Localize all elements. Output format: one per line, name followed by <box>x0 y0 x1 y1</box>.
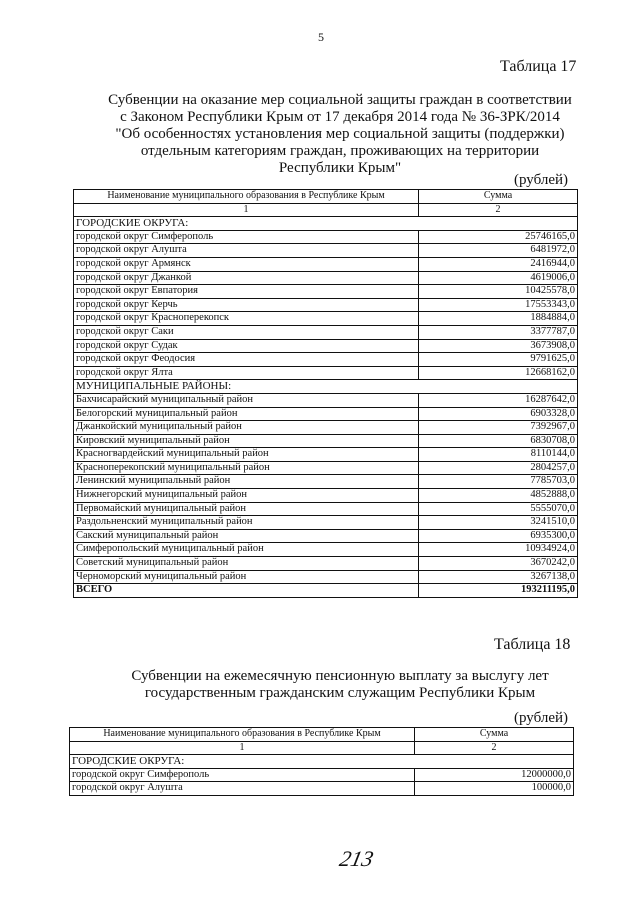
table-row <box>74 325 578 339</box>
amount: 17553343,0 <box>419 298 578 312</box>
section-row <box>74 217 578 231</box>
municipality-name: Симферопольский муниципальный район <box>74 543 419 557</box>
table-row <box>74 529 578 543</box>
table-row <box>74 434 578 448</box>
municipality-name: городской округ Феодосия <box>74 353 419 367</box>
municipality-name: городской округ Симферополь <box>74 230 419 244</box>
table-row <box>74 543 578 557</box>
municipality-name: городской округ Ялта <box>74 366 419 380</box>
amount: 8110144,0 <box>419 448 578 462</box>
table-row <box>74 516 578 530</box>
column-number-row <box>74 203 578 217</box>
title-line: с Законом Республики Крым от 17 декабря 2014 года № 36-ЗРК/2014 <box>120 109 560 125</box>
table-row <box>74 257 578 271</box>
table-17 <box>73 189 578 598</box>
table-row <box>74 298 578 312</box>
municipality-name: городской округ Судак <box>74 339 419 353</box>
amount: 25746165,0 <box>419 230 578 244</box>
total-row <box>74 584 578 598</box>
amount: 6481972,0 <box>419 244 578 258</box>
section-row <box>70 755 574 769</box>
municipality-name: Кировский муниципальный район <box>74 434 419 448</box>
amount: 100000,0 <box>415 782 574 796</box>
amount: 7785703,0 <box>419 475 578 489</box>
column-number-row <box>70 741 574 755</box>
amount: 12000000,0 <box>415 768 574 782</box>
table-row <box>74 570 578 584</box>
municipality-name: Бахчисарайский муниципальный район <box>74 393 419 407</box>
table-18-label: Таблица 18 <box>494 636 571 653</box>
title-line: Республики Крым" <box>278 160 402 176</box>
amount: 9791625,0 <box>419 353 578 367</box>
column-number: 2 <box>419 203 578 217</box>
amount: 4852888,0 <box>419 489 578 503</box>
amount: 5555070,0 <box>419 502 578 516</box>
amount: 4619006,0 <box>419 271 578 285</box>
municipality-name: городской округ Красноперекопск <box>74 312 419 326</box>
section-title: МУНИЦИПАЛЬНЫЕ РАЙОНЫ: <box>74 380 578 394</box>
amount: 16287642,0 <box>419 393 578 407</box>
amount: 10425578,0 <box>419 285 578 299</box>
table-row <box>74 393 578 407</box>
column-header-sum: Сумма <box>415 728 574 742</box>
table-row <box>74 475 578 489</box>
table-row <box>74 366 578 380</box>
municipality-name: Раздольненский муниципальный район <box>74 516 419 530</box>
table-row <box>74 489 578 503</box>
title-line: Субвенции на оказание мер социальной защиты граждан в соответствии <box>108 92 572 108</box>
amount: 12668162,0 <box>419 366 578 380</box>
table-row <box>74 407 578 421</box>
municipality-name: Джанкойский муниципальный район <box>74 421 419 435</box>
amount: 3377787,0 <box>419 325 578 339</box>
title-line: государственным гражданским служащим Республики Крым <box>144 685 536 701</box>
municipality-name: городской округ Алушта <box>70 782 415 796</box>
header-row <box>74 190 578 204</box>
table-row <box>74 557 578 571</box>
municipality-name: городской округ Армянск <box>74 257 419 271</box>
municipality-name: Белогорский муниципальный район <box>74 407 419 421</box>
amount: 3241510,0 <box>419 516 578 530</box>
column-header-sum: Сумма <box>419 190 578 204</box>
amount: 7392967,0 <box>419 421 578 435</box>
title-line: отдельным категориям граждан, проживающих на территории <box>140 143 540 159</box>
column-number: 2 <box>415 741 574 755</box>
municipality-name: городской округ Керчь <box>74 298 419 312</box>
table-17-title <box>60 92 620 177</box>
municipality-name: Советский муниципальный район <box>74 557 419 571</box>
header-row <box>70 728 574 742</box>
municipality-name: городской округ Евпатория <box>74 285 419 299</box>
municipality-name: городской округ Симферополь <box>70 768 415 782</box>
table-17-label: Таблица 17 <box>500 58 577 75</box>
table-17-unit: (рублей) <box>514 172 569 188</box>
table-row <box>74 339 578 353</box>
title-line: "Об особенностях установления мер социальной защиты (поддержки) <box>115 126 565 142</box>
amount: 3267138,0 <box>419 570 578 584</box>
amount: 2804257,0 <box>419 461 578 475</box>
column-header-name: Наименование муниципального образования в Республике Крым <box>74 190 419 204</box>
amount: 10934924,0 <box>419 543 578 557</box>
amount: 6903328,0 <box>419 407 578 421</box>
municipality-name: Первомайский муниципальный район <box>74 502 419 516</box>
section-title: ГОРОДСКИЕ ОКРУГА: <box>74 217 578 231</box>
municipality-name: городской округ Алушта <box>74 244 419 258</box>
page-number: 5 <box>318 30 324 44</box>
table-18 <box>69 727 574 796</box>
title-line: Субвенции на ежемесячную пенсионную выплату за выслугу лет <box>131 668 549 684</box>
column-number: 1 <box>70 741 415 755</box>
table-row <box>70 768 574 782</box>
table-row <box>74 353 578 367</box>
municipality-name: Ленинский муниципальный район <box>74 475 419 489</box>
municipality-name: Сакский муниципальный район <box>74 529 419 543</box>
table-row <box>74 502 578 516</box>
table-row <box>74 230 578 244</box>
municipality-name: Нижнегорский муниципальный район <box>74 489 419 503</box>
amount: 6830708,0 <box>419 434 578 448</box>
municipality-name: Красногвардейский муниципальный район <box>74 448 419 462</box>
section-row <box>74 380 578 394</box>
table-row <box>74 244 578 258</box>
table-row <box>70 782 574 796</box>
table-row <box>74 421 578 435</box>
table-row <box>74 312 578 326</box>
total-amount: 193211195,0 <box>419 584 578 598</box>
municipality-name: городской округ Джанкой <box>74 271 419 285</box>
table-row <box>74 285 578 299</box>
amount: 2416944,0 <box>419 257 578 271</box>
column-header-name: Наименование муниципального образования в Республике Крым <box>70 728 415 742</box>
table-row <box>74 448 578 462</box>
table-row <box>74 271 578 285</box>
column-number: 1 <box>74 203 419 217</box>
amount: 3673908,0 <box>419 339 578 353</box>
total-label: ВСЕГО <box>74 584 419 598</box>
municipality-name: Черноморский муниципальный район <box>74 570 419 584</box>
amount: 6935300,0 <box>419 529 578 543</box>
table-18-title <box>60 668 620 702</box>
municipality-name: городской округ Саки <box>74 325 419 339</box>
table-row <box>74 461 578 475</box>
amount: 1884884,0 <box>419 312 578 326</box>
handwritten-page-number: 213 <box>337 846 376 871</box>
amount: 3670242,0 <box>419 557 578 571</box>
table-18-unit: (рублей) <box>514 710 569 726</box>
section-title: ГОРОДСКИЕ ОКРУГА: <box>70 755 574 769</box>
municipality-name: Красноперекопский муниципальный район <box>74 461 419 475</box>
